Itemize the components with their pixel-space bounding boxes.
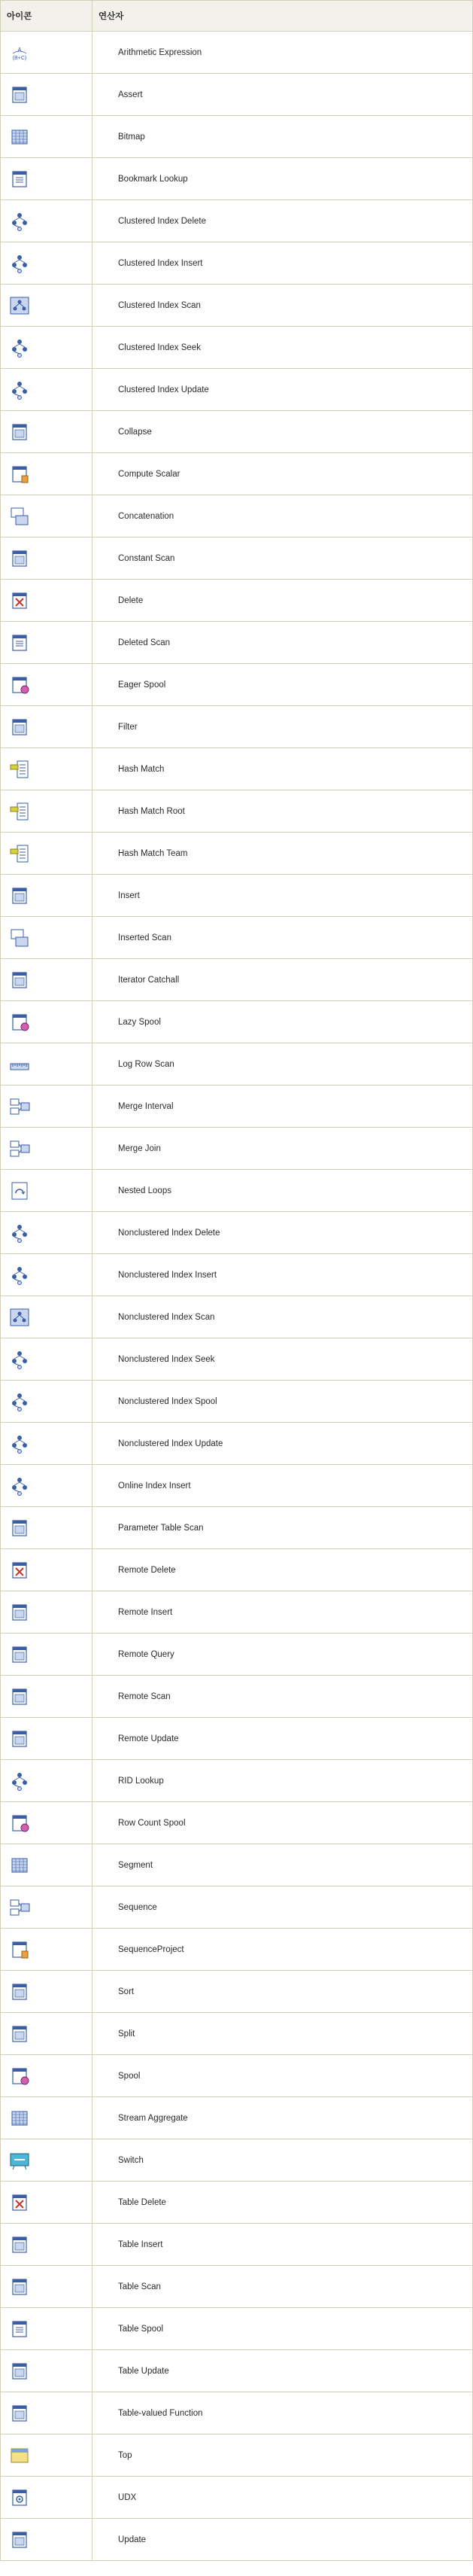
icon-cell bbox=[1, 1001, 92, 1043]
table-row bbox=[1, 1001, 473, 1043]
table-row bbox=[1, 2519, 473, 2561]
table-row bbox=[1, 1254, 473, 1296]
clustered-index-insert-icon bbox=[7, 252, 32, 275]
nonclustered-index-spool-icon bbox=[7, 1390, 32, 1413]
icon-cell bbox=[1, 327, 92, 369]
deleted-scan-icon bbox=[7, 632, 32, 654]
table-row bbox=[1, 285, 473, 327]
icon-cell bbox=[1, 1929, 92, 1971]
table-row bbox=[1, 1086, 473, 1128]
operator-name: Nonclustered Index Insert bbox=[92, 1254, 473, 1296]
table-row bbox=[1, 2139, 473, 2182]
sequence-project-icon bbox=[7, 1938, 32, 1961]
operator-name: Hash Match Root bbox=[92, 790, 473, 833]
nested-loops-icon bbox=[7, 1180, 32, 1202]
table-row bbox=[1, 1507, 473, 1549]
table-row bbox=[1, 1043, 473, 1086]
table-row bbox=[1, 833, 473, 875]
log-row-scan-icon bbox=[7, 1053, 32, 1076]
bitmap-icon bbox=[7, 126, 32, 148]
table-row bbox=[1, 1718, 473, 1760]
table-update-icon bbox=[7, 2360, 32, 2383]
icon-column-header: 아이콘 bbox=[1, 1, 92, 32]
remote-delete-icon bbox=[7, 1559, 32, 1582]
table-row bbox=[1, 580, 473, 622]
table-row bbox=[1, 2350, 473, 2392]
remote-scan-icon bbox=[7, 1685, 32, 1708]
clustered-index-scan-icon bbox=[7, 294, 32, 317]
table-row bbox=[1, 622, 473, 664]
icon-cell bbox=[1, 1971, 92, 2013]
nonclustered-index-update-icon bbox=[7, 1433, 32, 1455]
operator-name: Concatenation bbox=[92, 495, 473, 537]
operator-name: Table Delete bbox=[92, 2182, 473, 2224]
iterator-catchall-icon bbox=[7, 969, 32, 991]
operator-name: Compute Scalar bbox=[92, 453, 473, 495]
table-row bbox=[1, 2013, 473, 2055]
icon-cell bbox=[1, 1465, 92, 1507]
operator-name: Iterator Catchall bbox=[92, 959, 473, 1001]
hash-match-root-icon bbox=[7, 800, 32, 823]
operator-name: Nonclustered Index Scan bbox=[92, 1296, 473, 1338]
collapse-icon bbox=[7, 421, 32, 443]
icon-cell bbox=[1, 1886, 92, 1929]
icon-cell bbox=[1, 242, 92, 285]
operator-name: Log Row Scan bbox=[92, 1043, 473, 1086]
eager-spool-icon bbox=[7, 674, 32, 696]
operator-name: Eager Spool bbox=[92, 664, 473, 706]
operator-name: Collapse bbox=[92, 411, 473, 453]
operator-name: Bitmap bbox=[92, 116, 473, 158]
icon-cell bbox=[1, 1128, 92, 1170]
udx-icon bbox=[7, 2486, 32, 2509]
bookmark-lookup-icon bbox=[7, 168, 32, 190]
arithmetic-expression-icon bbox=[7, 41, 32, 64]
table-header-row bbox=[1, 1, 473, 32]
icon-cell bbox=[1, 2350, 92, 2392]
table-row bbox=[1, 959, 473, 1001]
table-row bbox=[1, 1634, 473, 1676]
table-row bbox=[1, 411, 473, 453]
table-row bbox=[1, 369, 473, 411]
icon-cell bbox=[1, 74, 92, 116]
operator-name: Insert bbox=[92, 875, 473, 917]
operator-name: Inserted Scan bbox=[92, 917, 473, 959]
split-icon bbox=[7, 2023, 32, 2045]
nonclustered-index-seek-icon bbox=[7, 1348, 32, 1371]
operator-name: Hash Match bbox=[92, 748, 473, 790]
icon-cell bbox=[1, 1212, 92, 1254]
table-row bbox=[1, 74, 473, 116]
icon-cell bbox=[1, 2266, 92, 2308]
table-row bbox=[1, 158, 473, 200]
inserted-scan-icon bbox=[7, 927, 32, 949]
clustered-index-delete-icon bbox=[7, 210, 32, 233]
icon-cell bbox=[1, 833, 92, 875]
operator-name: SequenceProject bbox=[92, 1929, 473, 1971]
table-row bbox=[1, 1381, 473, 1423]
table-row bbox=[1, 327, 473, 369]
switch-icon bbox=[7, 2149, 32, 2172]
icon-cell bbox=[1, 1844, 92, 1886]
concatenation-icon bbox=[7, 505, 32, 528]
table-row bbox=[1, 2392, 473, 2434]
icon-cell bbox=[1, 2392, 92, 2434]
insert-icon bbox=[7, 885, 32, 907]
remote-query-icon bbox=[7, 1643, 32, 1666]
operator-name: Lazy Spool bbox=[92, 1001, 473, 1043]
row-count-spool-icon bbox=[7, 1812, 32, 1835]
icon-cell bbox=[1, 1718, 92, 1760]
sequence-icon bbox=[7, 1896, 32, 1919]
operator-name: Nonclustered Index Update bbox=[92, 1423, 473, 1465]
table-row bbox=[1, 1929, 473, 1971]
icon-cell bbox=[1, 1170, 92, 1212]
operator-name: Remote Delete bbox=[92, 1549, 473, 1591]
hash-match-team-icon bbox=[7, 842, 32, 865]
operator-name: Table Scan bbox=[92, 2266, 473, 2308]
filter-icon bbox=[7, 716, 32, 738]
table-row bbox=[1, 664, 473, 706]
table-insert-icon bbox=[7, 2233, 32, 2256]
segment-icon bbox=[7, 1854, 32, 1877]
table-row bbox=[1, 2266, 473, 2308]
table-row bbox=[1, 2434, 473, 2477]
table-row bbox=[1, 2182, 473, 2224]
svg-text:(B+C): (B+C) bbox=[12, 55, 27, 61]
hash-match-icon bbox=[7, 758, 32, 781]
operator-name: Clustered Index Scan bbox=[92, 285, 473, 327]
operator-name: Clustered Index Insert bbox=[92, 242, 473, 285]
icon-cell bbox=[1, 1338, 92, 1381]
operator-name: Top bbox=[92, 2434, 473, 2477]
nonclustered-index-delete-icon bbox=[7, 1222, 32, 1244]
operator-name: Sort bbox=[92, 1971, 473, 2013]
operator-name: Remote Update bbox=[92, 1718, 473, 1760]
table-scan-icon bbox=[7, 2276, 32, 2298]
operator-name: UDX bbox=[92, 2477, 473, 2519]
operator-name: Nonclustered Index Seek bbox=[92, 1338, 473, 1381]
table-row bbox=[1, 1886, 473, 1929]
operator-name: Split bbox=[92, 2013, 473, 2055]
operator-name: Deleted Scan bbox=[92, 622, 473, 664]
icon-cell bbox=[1, 1591, 92, 1634]
nonclustered-index-scan-icon bbox=[7, 1306, 32, 1329]
spool-icon bbox=[7, 2065, 32, 2087]
icon-cell bbox=[1, 369, 92, 411]
icon-cell bbox=[1, 2139, 92, 2182]
operator-name: Remote Query bbox=[92, 1634, 473, 1676]
icon-cell bbox=[1, 1549, 92, 1591]
icon-cell bbox=[1, 748, 92, 790]
table-row bbox=[1, 2308, 473, 2350]
icon-cell bbox=[1, 2182, 92, 2224]
operator-name: Merge Interval bbox=[92, 1086, 473, 1128]
sort-icon bbox=[7, 1981, 32, 2003]
table-row bbox=[1, 706, 473, 748]
operator-name: Segment bbox=[92, 1844, 473, 1886]
delete-icon bbox=[7, 589, 32, 612]
online-index-insert-icon bbox=[7, 1475, 32, 1497]
icon-cell bbox=[1, 1676, 92, 1718]
icon-cell bbox=[1, 917, 92, 959]
operator-name: Hash Match Team bbox=[92, 833, 473, 875]
table-row bbox=[1, 875, 473, 917]
table-row bbox=[1, 1971, 473, 2013]
icon-cell bbox=[1, 622, 92, 664]
icon-cell bbox=[1, 453, 92, 495]
operator-name: Nested Loops bbox=[92, 1170, 473, 1212]
operator-name: Row Count Spool bbox=[92, 1802, 473, 1844]
operator-name: Merge Join bbox=[92, 1128, 473, 1170]
icon-cell bbox=[1, 1802, 92, 1844]
table-body bbox=[1, 32, 473, 2561]
table-row bbox=[1, 1128, 473, 1170]
top-icon bbox=[7, 2444, 32, 2467]
icon-cell bbox=[1, 495, 92, 537]
svg-text:A: A bbox=[17, 46, 22, 53]
icon-cell bbox=[1, 32, 92, 74]
merge-interval-icon bbox=[7, 1095, 32, 1118]
operator-name: Clustered Index Seek bbox=[92, 327, 473, 369]
stream-aggregate-icon bbox=[7, 2107, 32, 2130]
table-row bbox=[1, 32, 473, 74]
update-icon bbox=[7, 2529, 32, 2551]
table-row bbox=[1, 1549, 473, 1591]
operator-name: Remote Insert bbox=[92, 1591, 473, 1634]
remote-update-icon bbox=[7, 1728, 32, 1750]
operator-name: Arithmetic Expression bbox=[92, 32, 473, 74]
operator-name: Clustered Index Delete bbox=[92, 200, 473, 242]
table-row bbox=[1, 200, 473, 242]
table-row bbox=[1, 1760, 473, 1802]
parameter-table-scan-icon bbox=[7, 1517, 32, 1539]
icon-cell bbox=[1, 1381, 92, 1423]
icon-cell bbox=[1, 2097, 92, 2139]
table-row bbox=[1, 2097, 473, 2139]
table-row bbox=[1, 1338, 473, 1381]
operator-name: Table Update bbox=[92, 2350, 473, 2392]
operator-name: Filter bbox=[92, 706, 473, 748]
icon-cell bbox=[1, 285, 92, 327]
operator-name: Nonclustered Index Delete bbox=[92, 1212, 473, 1254]
operator-name: Stream Aggregate bbox=[92, 2097, 473, 2139]
table-spool-icon bbox=[7, 2318, 32, 2340]
operator-name: Parameter Table Scan bbox=[92, 1507, 473, 1549]
icon-cell bbox=[1, 2477, 92, 2519]
icon-cell bbox=[1, 2308, 92, 2350]
icon-cell bbox=[1, 2224, 92, 2266]
table-row bbox=[1, 1676, 473, 1718]
table-row bbox=[1, 537, 473, 580]
icon-cell bbox=[1, 2434, 92, 2477]
icon-cell bbox=[1, 1507, 92, 1549]
operator-name: Spool bbox=[92, 2055, 473, 2097]
operator-name: Table-valued Function bbox=[92, 2392, 473, 2434]
icon-cell bbox=[1, 116, 92, 158]
table-valued-function-icon bbox=[7, 2402, 32, 2425]
operator-name: Remote Scan bbox=[92, 1676, 473, 1718]
icon-cell bbox=[1, 1043, 92, 1086]
operator-name: Update bbox=[92, 2519, 473, 2561]
icon-cell bbox=[1, 1760, 92, 1802]
icon-cell bbox=[1, 875, 92, 917]
table-row bbox=[1, 1591, 473, 1634]
table-row bbox=[1, 1212, 473, 1254]
rid-lookup-icon bbox=[7, 1770, 32, 1792]
table-row bbox=[1, 790, 473, 833]
icon-cell bbox=[1, 2013, 92, 2055]
operator-name: Assert bbox=[92, 74, 473, 116]
icon-cell bbox=[1, 2055, 92, 2097]
compute-scalar-icon bbox=[7, 463, 32, 486]
table-row bbox=[1, 2477, 473, 2519]
table-row bbox=[1, 453, 473, 495]
table-row bbox=[1, 1170, 473, 1212]
operator-name: Constant Scan bbox=[92, 537, 473, 580]
table-row bbox=[1, 2224, 473, 2266]
operator-name: Table Spool bbox=[92, 2308, 473, 2350]
table-row bbox=[1, 2055, 473, 2097]
operator-name: Nonclustered Index Spool bbox=[92, 1381, 473, 1423]
remote-insert-icon bbox=[7, 1601, 32, 1624]
icon-cell bbox=[1, 1296, 92, 1338]
table-row bbox=[1, 917, 473, 959]
icon-cell bbox=[1, 959, 92, 1001]
assert-icon bbox=[7, 84, 32, 106]
table-row bbox=[1, 1802, 473, 1844]
icon-cell bbox=[1, 1634, 92, 1676]
operator-name: Sequence bbox=[92, 1886, 473, 1929]
operator-name: Delete bbox=[92, 580, 473, 622]
operator-name: Clustered Index Update bbox=[92, 369, 473, 411]
clustered-index-update-icon bbox=[7, 379, 32, 401]
operator-column-header: 연산자 bbox=[92, 1, 473, 32]
icon-cell bbox=[1, 580, 92, 622]
table-row bbox=[1, 1844, 473, 1886]
operator-name: Online Index Insert bbox=[92, 1465, 473, 1507]
icon-cell bbox=[1, 790, 92, 833]
table-row bbox=[1, 1465, 473, 1507]
icon-cell bbox=[1, 537, 92, 580]
icon-cell bbox=[1, 1254, 92, 1296]
icon-cell bbox=[1, 2519, 92, 2561]
clustered-index-seek-icon bbox=[7, 336, 32, 359]
table-row bbox=[1, 1423, 473, 1465]
icon-cell bbox=[1, 200, 92, 242]
icon-cell bbox=[1, 158, 92, 200]
table-row bbox=[1, 242, 473, 285]
table-row bbox=[1, 495, 473, 537]
operator-name: Bookmark Lookup bbox=[92, 158, 473, 200]
icon-cell bbox=[1, 411, 92, 453]
operator-name: Switch bbox=[92, 2139, 473, 2182]
table-row bbox=[1, 748, 473, 790]
merge-join-icon bbox=[7, 1137, 32, 1160]
table-delete-icon bbox=[7, 2191, 32, 2214]
icon-cell bbox=[1, 706, 92, 748]
operator-name: RID Lookup bbox=[92, 1760, 473, 1802]
icon-cell bbox=[1, 1086, 92, 1128]
constant-scan-icon bbox=[7, 547, 32, 570]
icon-cell bbox=[1, 664, 92, 706]
nonclustered-index-insert-icon bbox=[7, 1264, 32, 1286]
table-row bbox=[1, 116, 473, 158]
icon-cell bbox=[1, 1423, 92, 1465]
table-row bbox=[1, 1296, 473, 1338]
lazy-spool-icon bbox=[7, 1011, 32, 1034]
operator-name: Table Insert bbox=[92, 2224, 473, 2266]
